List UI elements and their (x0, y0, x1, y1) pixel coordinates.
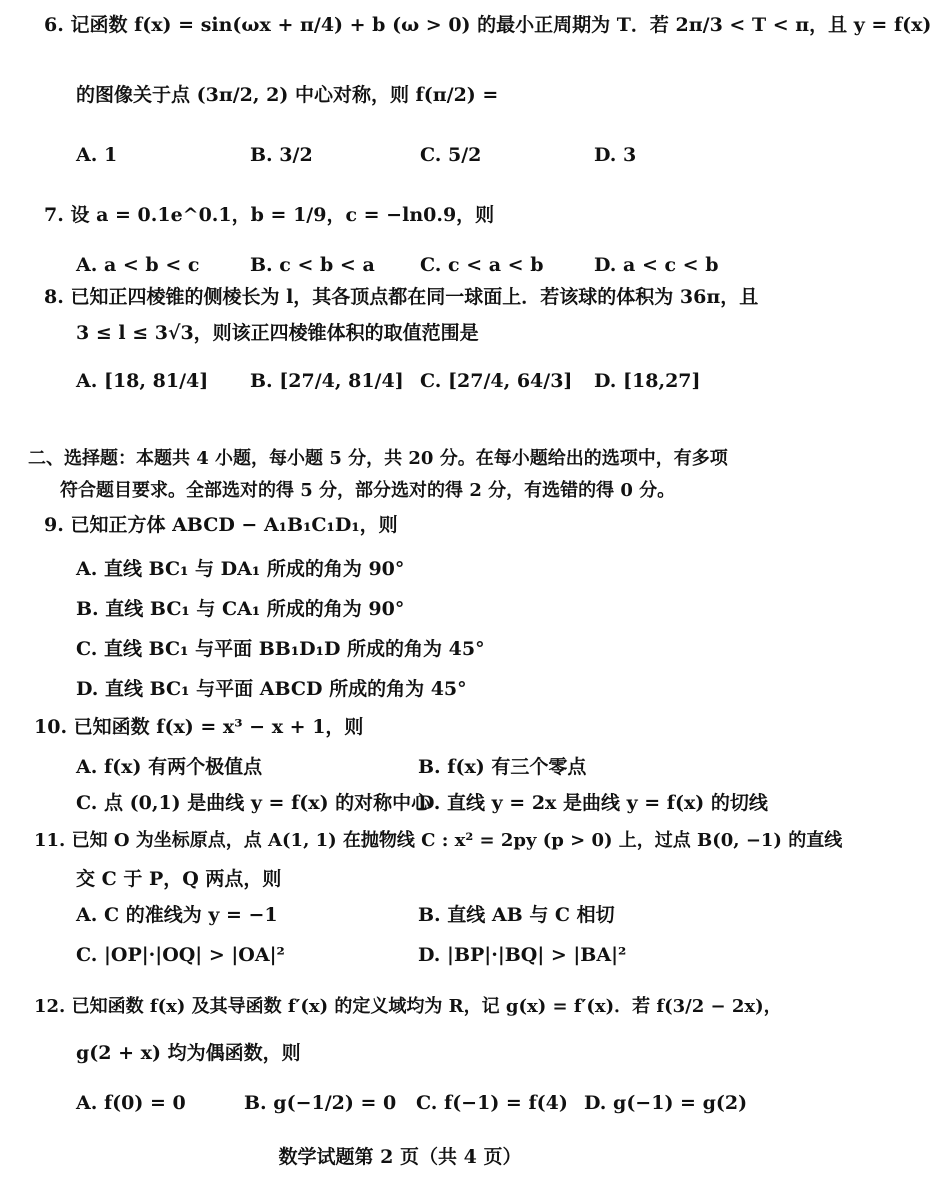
q12-option-c: C. f(−1) = f(4) (416, 1092, 568, 1114)
q11-option-c: C. |OP|·|OQ| > |OA|² (76, 944, 285, 966)
q9-option-c: C. 直线 BC₁ 与平面 BB₁D₁D 所成的角为 45° (76, 638, 485, 660)
q10-option-b: B. f(x) 有三个零点 (418, 756, 587, 778)
q7-stem: 7. 设 a = 0.1e^0.1，b = 1/9，c = −ln0.9，则 (44, 204, 495, 226)
q6-option-c: C. 5/2 (420, 144, 482, 166)
q6-option-d: D. 3 (594, 144, 637, 166)
q9-option-b: B. 直线 BC₁ 与 CA₁ 所成的角为 90° (76, 598, 405, 620)
q10-option-a: A. f(x) 有两个极值点 (76, 756, 263, 778)
page-footer: 数学试题第 2 页（共 4 页） (278, 1146, 522, 1168)
q6-option-b: B. 3/2 (250, 144, 313, 166)
q12-option-d: D. g(−1) = g(2) (584, 1092, 748, 1114)
q10-option-c: C. 点 (0,1) 是曲线 y = f(x) 的对称中心 (76, 792, 431, 814)
q12-option-a: A. f(0) = 0 (76, 1092, 186, 1114)
q10-option-d: D. 直线 y = 2x 是曲线 y = f(x) 的切线 (418, 792, 768, 814)
q7-option-a: A. a < b < c (76, 254, 200, 276)
q8-stem-line2: 3 ≤ l ≤ 3√3，则该正四棱锥体积的取值范围是 (76, 322, 479, 344)
q8-option-c: C. [27/4, 64/3] (420, 370, 573, 392)
q12-stem-line1: 12. 已知函数 f(x) 及其导函数 f′(x) 的定义域均为 R，记 g(x) = f′(x)．若 f(3/2 − 2x)， (34, 996, 782, 1017)
q8-stem-line1: 8. 已知正四棱锥的侧棱长为 l，其各顶点都在同一球面上．若该球的体积为 36π，且 (44, 286, 759, 308)
section2-heading-line2: 符合题目要求。全部选对的得 5 分，部分选对的得 2 分，有选错的得 0 分。 (60, 480, 676, 501)
q8-option-d: D. [18,27] (594, 370, 701, 392)
q7-option-c: C. c < a < b (420, 254, 544, 276)
q11-option-a: A. C 的准线为 y = −1 (76, 904, 278, 926)
q8-option-a: A. [18, 81/4] (76, 370, 209, 392)
q10-stem: 10. 已知函数 f(x) = x³ − x + 1，则 (34, 716, 364, 738)
q12-stem-line2: g(2 + x) 均为偶函数，则 (76, 1042, 301, 1064)
q11-option-b: B. 直线 AB 与 C 相切 (418, 904, 615, 926)
q11-stem-line1: 11. 已知 O 为坐标原点，点 A(1, 1) 在抛物线 C : x² = 2py (p > 0) 上，过点 B(0, −1) 的直线 (34, 830, 843, 851)
q6-stem-line2: 的图像关于点 (3π/2, 2) 中心对称，则 f(π/2) = (76, 84, 499, 106)
q12-option-b: B. g(−1/2) = 0 (244, 1092, 397, 1114)
q11-option-d: D. |BP|·|BQ| > |BA|² (418, 944, 627, 966)
section2-heading-line1: 二、选择题：本题共 4 小题，每小题 5 分，共 20 分。在每小题给出的选项中，有多项 (28, 448, 728, 469)
q7-option-b: B. c < b < a (250, 254, 375, 276)
q9-stem: 9. 已知正方体 ABCD − A₁B₁C₁D₁，则 (44, 514, 398, 536)
q6-stem-line1: 6. 记函数 f(x) = sin(ωx + π/4) + b (ω > 0) 的最小正周期为 T．若 2π/3 < T < π，且 y = f(x) (44, 14, 931, 36)
q9-option-d: D. 直线 BC₁ 与平面 ABCD 所成的角为 45° (76, 678, 467, 700)
q9-option-a: A. 直线 BC₁ 与 DA₁ 所成的角为 90° (76, 558, 405, 580)
q8-option-b: B. [27/4, 81/4] (250, 370, 404, 392)
q11-stem-line2: 交 C 于 P，Q 两点，则 (76, 868, 282, 890)
q6-option-a: A. 1 (76, 144, 118, 166)
q7-option-d: D. a < c < b (594, 254, 719, 276)
